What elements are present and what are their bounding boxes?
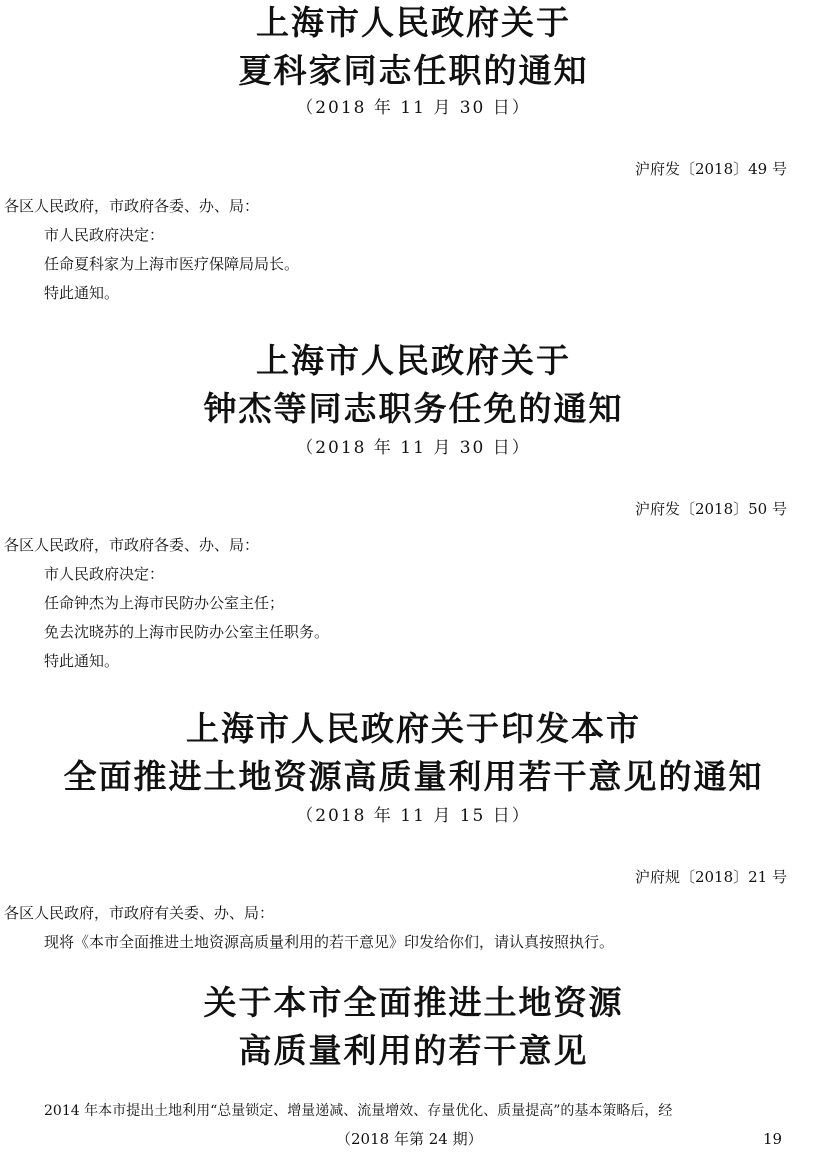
opinion-title-line1: 关于本市全面推进土地资源 <box>203 983 624 1022</box>
notice3-addressee: 各区人民政府，市政府有关委、办、局： <box>4 904 275 922</box>
opinion-first-line: 2014 年本市提出土地利用“总量锁定、增量递减、流量增效、存量优化、质量提高”的基本策略后，经 <box>44 1103 673 1119</box>
page-number: 19 <box>763 1130 783 1148</box>
notice2-doc-number: 沪府发〔2018〕50 号 <box>634 500 787 518</box>
notice2-date: （2018 年 11 月 30 日） <box>296 438 531 458</box>
notice2-body-line: 市人民政府决定： <box>44 565 165 583</box>
notice2-body-line: 免去沈晓苏的上海市民防办公室主任职务。 <box>44 623 330 641</box>
opinion-title-line2: 高质量利用的若干意见 <box>238 1031 589 1070</box>
notice2-title-line2: 钟杰等同志职务任免的通知 <box>203 389 624 428</box>
notice2-body-line: 特此通知。 <box>44 652 120 670</box>
notice3-date: （2018 年 11 月 15 日） <box>296 806 531 826</box>
notice3-title-line1: 上海市人民政府关于印发本市 <box>186 709 641 748</box>
notice1-body-line: 特此通知。 <box>44 284 120 302</box>
notice1-title-line1: 上海市人民政府关于 <box>256 3 571 42</box>
notice1-addressee: 各区人民政府，市政府各委、办、局： <box>4 197 260 215</box>
notice1-doc-number: 沪府发〔2018〕49 号 <box>634 160 787 178</box>
notice1-title-line2: 夏科家同志任职的通知 <box>238 51 589 90</box>
notice1-body-line: 任命夏科家为上海市医疗保障局局长。 <box>44 255 300 273</box>
notice3-doc-number: 沪府规〔2018〕21 号 <box>634 868 787 886</box>
notice2-addressee: 各区人民政府，市政府各委、办、局： <box>4 536 260 554</box>
notice1-body-line: 市人民政府决定： <box>44 226 165 244</box>
notice1-date: （2018 年 11 月 30 日） <box>296 98 531 118</box>
notice3-title-line2: 全面推进土地资源高质量利用若干意见的通知 <box>63 757 764 796</box>
notice2-title-line1: 上海市人民政府关于 <box>256 341 571 380</box>
issue-label: （2018 年第 24 期） <box>336 1130 483 1148</box>
notice2-body-line: 任命钟杰为上海市民防办公室主任； <box>44 594 285 612</box>
notice3-body-line: 现将《本市全面推进土地资源高质量利用的若干意见》印发给你们，请认真按照执行。 <box>44 933 615 951</box>
